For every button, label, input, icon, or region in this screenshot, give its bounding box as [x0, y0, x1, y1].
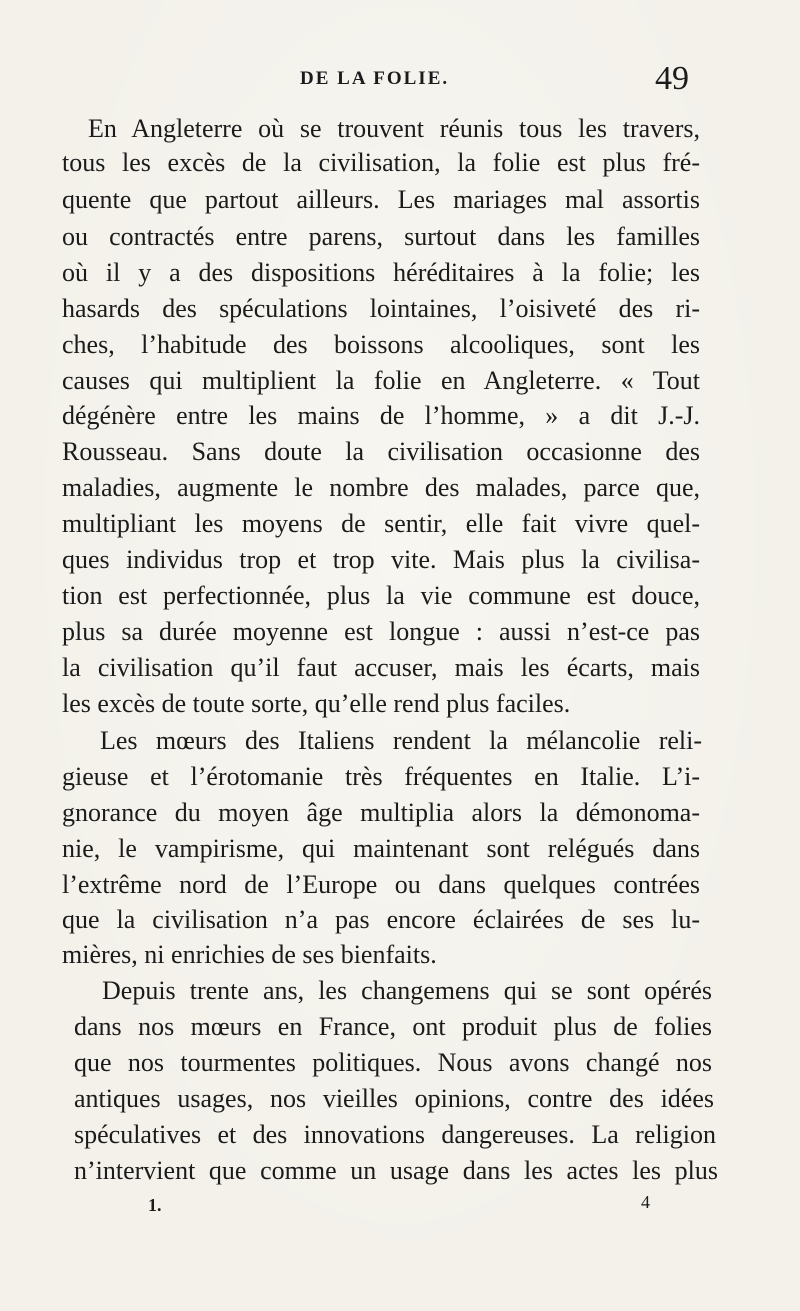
text-line: spéculatives et des innovations dangereuses. La religion: [74, 1120, 716, 1149]
text-line: dégénère entre les mains de l’homme, » a dit J.-J.: [62, 401, 700, 430]
text-line: tion est perfectionnée, plus la vie commune est douce,: [62, 581, 700, 610]
text-line: multipliant les moyens de sentir, elle fait vivre quel-: [62, 509, 700, 538]
text-line: Depuis trente ans, les changemens qui se sont opérés: [102, 976, 712, 1005]
text-line: la civilisation qu’il faut accuser, mais les écarts, mais: [62, 653, 700, 682]
text-line: où il y a des dispositions héréditaires à la folie; les: [62, 258, 700, 287]
text-line: quente que partout ailleurs. Les mariages mal assortis: [62, 185, 700, 214]
text-line: que nos tourmentes politiques. Nous avons changé nos: [74, 1048, 712, 1077]
text-line: nie, le vampirisme, qui maintenant sont relégués dans: [62, 834, 700, 863]
signature-mark: 1.: [148, 1195, 162, 1215]
text-line: causes qui multiplient la folie en Angleterre. « Tout: [62, 366, 700, 395]
text-line: dans nos mœurs en France, ont produit plus de folies: [74, 1012, 712, 1041]
text-line: l’extrême nord de l’Europe ou dans quelques contrées: [62, 870, 700, 899]
text-line: mières, ni enrichies de ses bienfaits.: [62, 940, 437, 969]
text-line: ques individus trop et trop vite. Mais plus la civilisa-: [62, 545, 700, 574]
text-line: maladies, augmente le nombre des malades, parce que,: [62, 473, 700, 502]
text-line: que la civilisation n’a pas encore éclairées de ses lu-: [62, 905, 700, 934]
text-line: hasards des spéculations lointaines, l’oisiveté des ri-: [62, 294, 700, 323]
text-line: Les mœurs des Italiens rendent la mélancolie reli-: [100, 726, 702, 755]
text-line: les excès de toute sorte, qu’elle rend plus faciles.: [62, 689, 571, 718]
text-line: gieuse et l’érotomanie très fréquentes en Italie. L’i-: [62, 762, 700, 791]
text-line: plus sa durée moyenne est longue : aussi n’est-ce pas: [62, 617, 700, 646]
text-line: gnorance du moyen âge multiplia alors la démonoma-: [62, 798, 700, 827]
text-line: Rousseau. Sans doute la civilisation occasionne des: [62, 437, 700, 466]
text-line: tous les excès de la civilisation, la folie est plus fré-: [62, 148, 700, 177]
text-line: n’intervient que comme un usage dans les actes les plus: [74, 1156, 718, 1185]
running-head: DE LA FOLIE.: [300, 68, 450, 89]
text-line: ou contractés entre parens, surtout dans les familles: [62, 222, 700, 251]
gathering-number: 4: [641, 1192, 650, 1212]
text-line: En Angleterre où se trouvent réunis tous les travers,: [88, 114, 700, 143]
page-number: 49: [655, 60, 689, 97]
text-line: ches, l’habitude des boissons alcooliques, sont les: [62, 330, 700, 359]
text-line: antiques usages, nos vieilles opinions, contre des idées: [74, 1084, 714, 1113]
